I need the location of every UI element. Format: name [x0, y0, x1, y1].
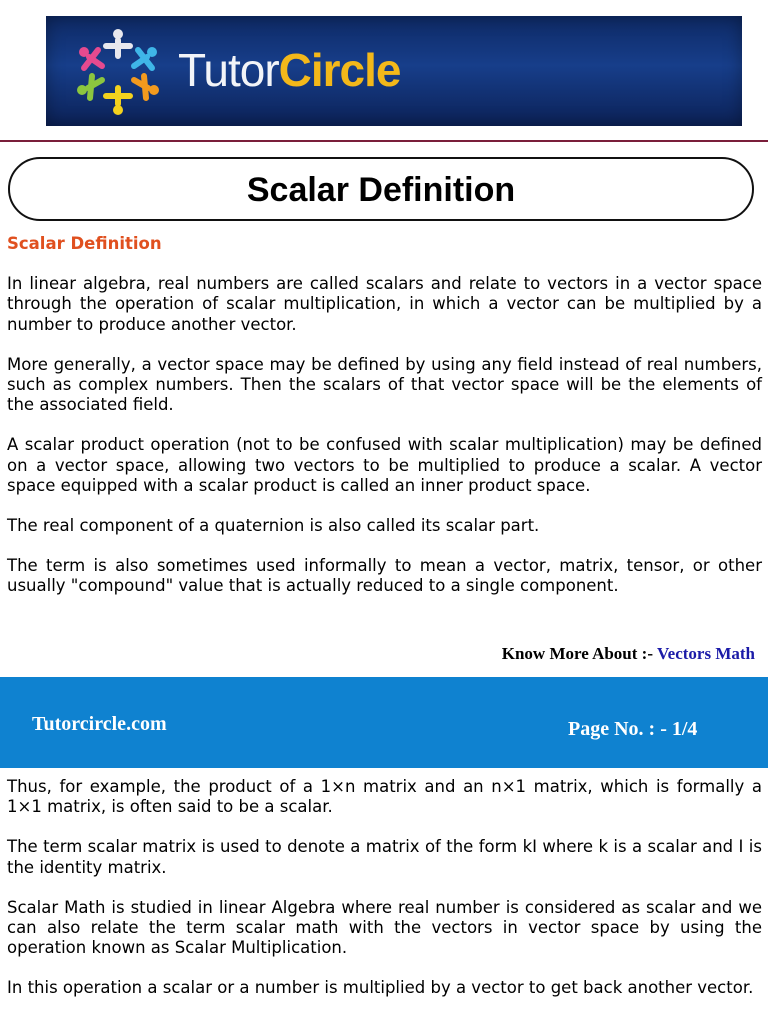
paragraph: The term is also sometimes used informally to mean a vector, matrix, tensor, or other usually "compound" value that is actually reduced to a single component. [7, 556, 762, 596]
logo-text-circle: Circle [278, 44, 401, 96]
page-number: Page No. : - 1/4 [568, 718, 698, 740]
page-footer [0, 677, 768, 768]
main-content [7, 234, 762, 617]
continuation-content [7, 777, 762, 1019]
know-more-label: Know More About :- [501, 644, 657, 663]
paragraph: The real component of a quaternion is also called its scalar part. [7, 516, 540, 536]
paragraph: A scalar product operation (not to be confused with scalar multiplication) may be defined on a vector space, allowing two vectors to be multiplied to produce a scalar. A vector space equipped with a scalar product is called an inner product space. [7, 435, 762, 495]
paragraph: Scalar Math is studied in linear Algebra where real number is considered as scalar and we can also relate the term scalar math with the vectors in vector space by using the operation known as Scalar Multiplication. [7, 897, 762, 958]
header-divider [0, 140, 768, 142]
footer-site-name: Tutorcircle.com [32, 713, 167, 735]
header-banner [46, 16, 742, 126]
logo-text-tutor: Tutor [178, 44, 279, 96]
people-circle-logo-icon [66, 24, 170, 118]
paragraph: In this operation a scalar or a number is multiplied by a vector to get back another vector. [7, 978, 754, 998]
title-box [8, 157, 754, 221]
paragraph: In linear algebra, real numbers are called scalars and relate to vectors in a vector space through the operation of scalar multiplication, in which a vector can be multiplied by a number to produce another vector. [7, 274, 762, 334]
paragraph: The term scalar matrix is used to denote a matrix of the form kI where k is a scalar and I is the identity matrix. [7, 837, 762, 877]
page-title: Scalar Definition [246, 171, 516, 209]
paragraph: Thus, for example, the product of a 1×n matrix and an n×1 matrix, which is formally a 1×1 matrix, is often said to be a scalar. [7, 777, 762, 817]
tutorcircle-logo [178, 42, 401, 98]
paragraph: More generally, a vector space may be defined by using any field instead of real numbers, such as complex numbers. Then the scalars of that vector space will be the elements of the associated field. [7, 354, 762, 415]
know-more [502, 644, 755, 664]
section-heading: Scalar Definition [7, 234, 162, 253]
vectors-math-link[interactable]: Vectors Math [656, 644, 755, 663]
